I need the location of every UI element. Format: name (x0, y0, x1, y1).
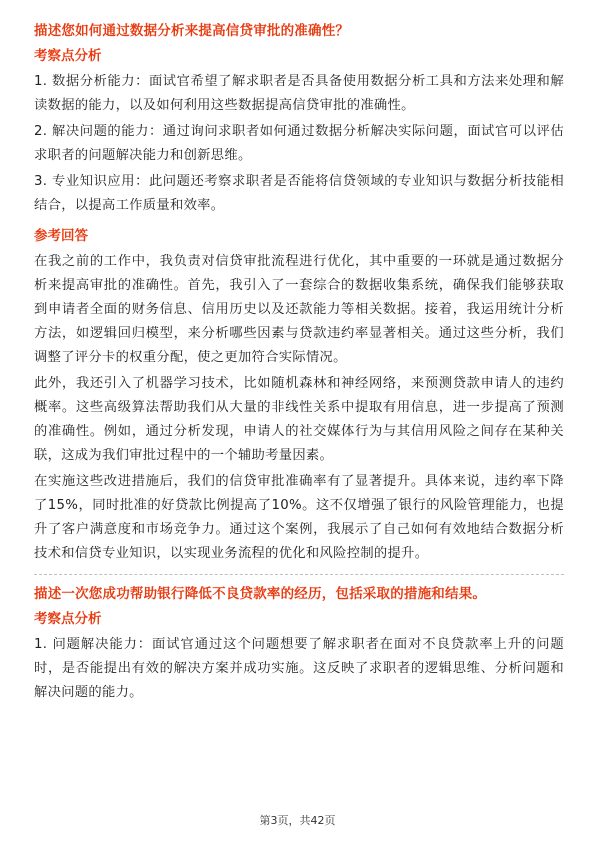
section-divider (34, 574, 564, 575)
analysis-point: 1. 数据分析能力：面试官希望了解求职者是否具备使用数据分析工具和方法来处理和解读数据的能力，以及如何利用这些数据提高信贷审批的准确性。 (34, 74, 564, 113)
page-number: 第3页，共42页 (259, 814, 336, 827)
answer-paragraph: 在我之前的工作中，我负责对信贷审批流程进行优化，其中重要的一环就是通过数据分析来提高审批的准确性。首先，我引入了一套综合的数据收集系统，确保我们能够获取到申请者全面的财务信息、信用历史以及还款能力等相关数据。接着，我运用统计分析方法，如逻辑回归模型，来分析哪些因素与贷款违约率显著相关。通过这些分析，我们调整了评分卡的权重分配，使之更加符合实际情况。 (34, 254, 564, 365)
analysis-point: 1. 问题解决能力：面试官通过这个问题想要了解求职者在面对不良贷款率上升的问题时，是否能提出有效的解决方案并成功实施。这反映了求职者的逻辑思维、分析问题和解决问题的能力。 (34, 637, 564, 700)
question-heading: 描述一次您成功帮助银行降低不良贷款率的经历，包括采取的措施和结果。 (34, 586, 487, 602)
answer-heading: 参考回答 (34, 228, 88, 244)
qa-section-1 (34, 20, 564, 566)
page-content (34, 20, 564, 711)
qa-section-2 (34, 583, 564, 705)
answer-paragraph: 此外，我还引入了机器学习技术，比如随机森林和神经网络，来预测贷款申请人的违约概率。这些高级算法帮助我们从大量的非线性关系中提取有用信息，进一步提高了预测的准确性。例如，通过分析发现，申请人的社交媒体行为与其信用风险之间存在某种关联，这成为我们审批过程中的一个辅助考量因素。 (34, 376, 564, 463)
analysis-point: 2. 解决问题的能力：通过询问求职者如何通过数据分析解决实际问题，面试官可以评估求职者的问题解决能力和创新思维。 (34, 124, 564, 163)
analysis-heading: 考察点分析 (34, 611, 102, 627)
analysis-point: 3. 专业知识应用：此问题还考察求职者是否能将信贷领域的专业知识与数据分析技能相结合，以提高工作质量和效率。 (34, 174, 564, 213)
question-heading: 描述您如何通过数据分析来提高信贷审批的准确性？ (34, 23, 350, 39)
analysis-heading: 考察点分析 (34, 48, 102, 64)
answer-paragraph: 在实施这些改进措施后，我们的信贷审批准确率有了显著提升。具体来说，违约率下降了15%，同时批准的好贷款比例提高了10%。这不仅增强了银行的风险管理能力，也提升了客户满意度和市场竞争力。通过这个案例，我展示了自己如何有效地结合数据分析技术和信贷专业知识，以实现业务流程的优化和风险控制的提升。 (34, 474, 564, 561)
